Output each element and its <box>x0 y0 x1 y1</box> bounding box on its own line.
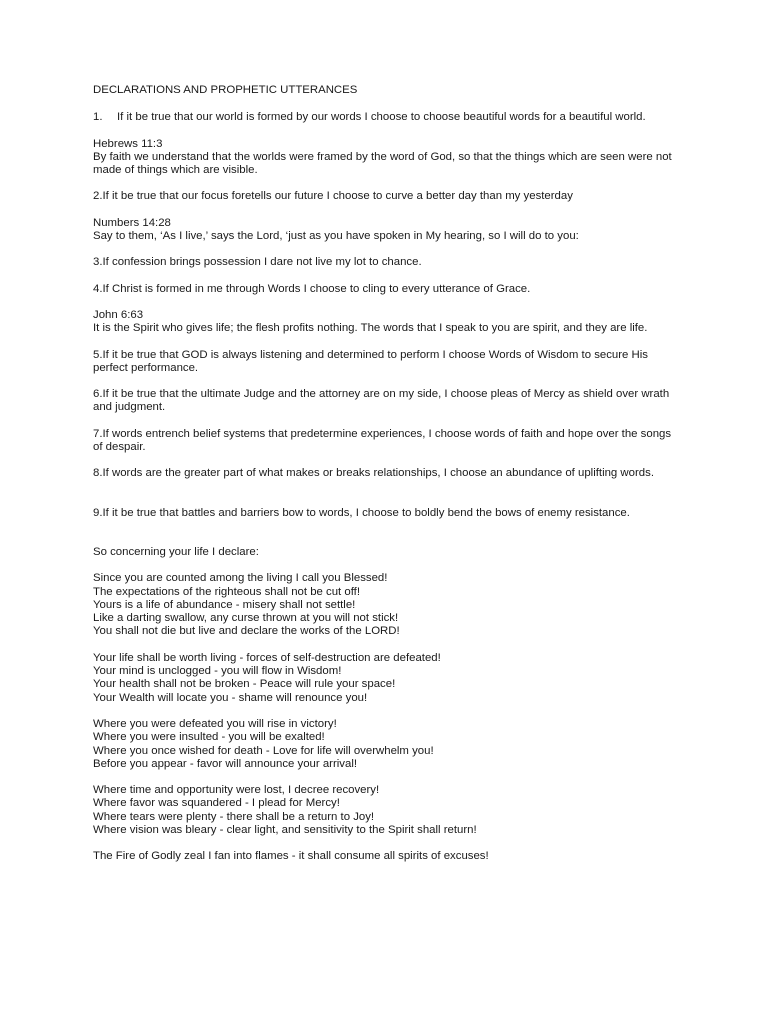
item-number: 8. <box>93 467 103 480</box>
item-text: If Christ is formed in me through Words I choose to cling to every utterance of Grace. <box>102 282 531 295</box>
stanza-2 <box>93 652 683 705</box>
declaration-item-9 <box>93 507 683 520</box>
item-text: If it be true that battles and barriers bow to words, I choose to boldly bend the bows of enemy resistance. <box>102 506 630 519</box>
item-number: 1. <box>93 111 103 124</box>
scripture-text: By faith we understand that the worlds were framed by the word of God, so that the things which are seen were not made of things which are visible. <box>93 150 672 177</box>
stanza-line: Like a darting swallow, any curse thrown at you will not stick! <box>93 612 399 625</box>
stanza-line: Before you appear - favor will announce your arrival! <box>93 757 358 770</box>
stanza-line: Your Wealth will locate you - shame will renounce you! <box>93 691 368 704</box>
item-text: If confession brings possession I dare not live my lot to chance. <box>102 256 422 269</box>
stanza-line: Where vision was bleary - clear light, and sensitivity to the Spirit shall return! <box>93 823 477 836</box>
stanza-line: Since you are counted among the living I call you Blessed! <box>93 572 388 585</box>
declaration-intro: So concerning your life I declare: <box>93 545 259 558</box>
stanza-line: Yours is a life of abundance - misery shall not settle! <box>93 598 356 611</box>
stanza-line: The expectations of the righteous shall not be cut off! <box>93 585 361 598</box>
item-number: 9. <box>93 506 103 519</box>
item-number: 7. <box>93 427 103 440</box>
stanza-line: Your health shall not be broken - Peace will rule your space! <box>93 678 396 691</box>
scripture-title: John 6:63 <box>93 308 144 321</box>
item-text: If it be true that the ultimate Judge and the attorney are on my side, I choose pleas of Mercy as shield over wrath and judgment. <box>93 388 670 414</box>
scripture-reference-hebrews <box>93 138 683 178</box>
scripture-title: Hebrews 11:3 <box>93 137 163 150</box>
stanza-line: Where you were insulted - you will be exalted! <box>93 731 325 744</box>
stanza-line: Your mind is unclogged - you will flow in Wisdom! <box>93 665 342 678</box>
item-number: 2. <box>93 190 103 203</box>
scripture-text: Say to them, ‘As I live,’ says the Lord, ‘just as you have spoken in My hearing, so I will do to you: <box>93 230 579 243</box>
scripture-reference-numbers <box>93 217 683 244</box>
item-number: 4. <box>93 282 103 295</box>
declaration-item-5 <box>93 349 683 376</box>
declaration-item-3 <box>93 256 683 269</box>
stanza-line: Your life shall be worth living - forces of self-destruction are defeated! <box>93 651 441 664</box>
stanza-line: Where time and opportunity were lost, I decree recovery! <box>93 784 380 797</box>
document-title: DECLARATIONS AND PROPHETIC UTTERANCES <box>93 84 358 96</box>
stanza-4 <box>93 784 683 837</box>
item-number: 3. <box>93 256 103 269</box>
stanza-line: Where favor was squandered - I plead for Mercy! <box>93 797 340 810</box>
closing-declaration: The Fire of Godly zeal I fan into flames - it shall consume all spirits of excuses! <box>93 850 489 863</box>
stanza-3 <box>93 718 683 771</box>
stanza-line: Where you once wished for death - Love for life will overwhelm you! <box>93 744 434 757</box>
item-number: 6. <box>93 388 103 401</box>
declaration-item-7 <box>93 428 683 455</box>
stanza-line: You shall not die but live and declare the works of the LORD! <box>93 625 400 638</box>
scripture-text: It is the Spirit who gives life; the flesh profits nothing. The words that I speak to you are spirit, and they are life. <box>93 322 648 335</box>
stanza-1 <box>93 572 683 638</box>
item-text: If it be true that our world is formed by our words I choose to choose beautiful words for a beautiful world. <box>117 111 646 124</box>
declaration-item-8 <box>93 467 683 480</box>
declaration-item-4 <box>93 283 683 296</box>
scripture-reference-john <box>93 309 683 336</box>
document-page <box>93 84 683 877</box>
stanza-line: Where you were defeated you will rise in victory! <box>93 717 337 730</box>
declaration-item-6 <box>93 388 683 415</box>
item-number: 5. <box>93 348 103 361</box>
declaration-item-2 <box>93 190 683 203</box>
stanza-line: Where tears were plenty - there shall be a return to Joy! <box>93 810 375 823</box>
item-text: If words entrench belief systems that predetermine experiences, I choose words of faith and hope over the songs of despair. <box>93 427 672 454</box>
item-text: If words are the greater part of what makes or breaks relationships, I choose an abundance of uplifting words. <box>102 467 654 480</box>
declaration-item-1 <box>93 111 683 124</box>
scripture-title: Numbers 14:28 <box>93 216 171 229</box>
item-text: If it be true that GOD is always listening and determined to perform I choose Words of Wisdom to secure His perfect performance. <box>93 348 649 374</box>
item-text: If it be true that our focus foretells our future I choose to curve a better day than my yesterday <box>102 190 573 203</box>
